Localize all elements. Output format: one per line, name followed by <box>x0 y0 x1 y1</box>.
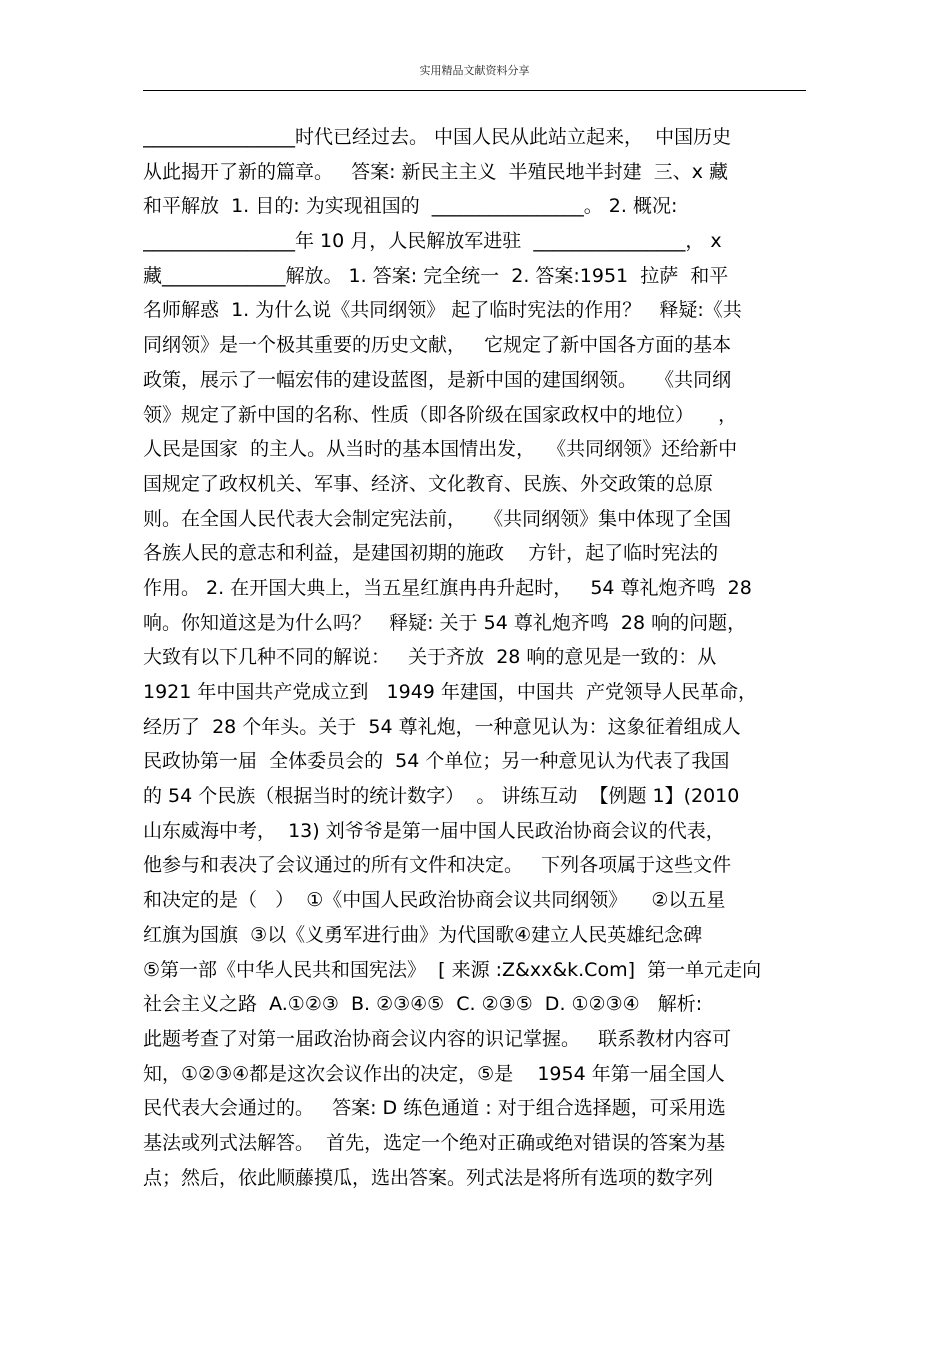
text-line: 的 54 个民族（根据当时的统计数字） 。 讲练互动 【例题 1】(2010 <box>143 785 740 808</box>
text-line: 知，①②③④都是这次会议作出的决定，⑤是 1954 年第一届全国人 <box>143 1062 725 1085</box>
text-line: 和决定的是（ ） ①《中国人民政治协商会议共同纲领》 ②以五星 <box>143 889 726 912</box>
text-line: 红旗为国旗 ③以《义勇军进行曲》为代国歌④建立人民英雄纪念碑 <box>143 923 703 946</box>
text-line: 从此揭开了新的篇章。 答案: 新民主主义 半殖民地半封建 三、x 藏 <box>143 160 729 183</box>
text-line: 各族人民的意志和利益，是建国初期的施政 方针，起了临时宪法的 <box>143 542 719 565</box>
text-line: 人民是国家 的主人。从当时的基本国情出发， 《共同纲领》还给新中 <box>143 438 738 461</box>
text-line: 此题考查了对第一届政治协商会议内容的识记掌握。 联系教材内容可 <box>143 1027 732 1050</box>
header-divider <box>143 90 806 91</box>
page-header: 实用精品文献资料分享 <box>419 64 530 77</box>
text-line: 国规定了政权机关、军事、经济、文化教育、民族、外交政策的总原 <box>143 472 714 495</box>
text-line: ⑤第一部《中华人民共和国宪法》 [ 来源 :Z&xx&k.Com] 第一单元走向 <box>143 958 762 981</box>
text-line: ________________时代已经过去。 中国人民从此站立起来， 中国历史 <box>143 126 732 148</box>
text-line: 作用。 2. 在开国大典上，当五星红旗冉冉升起时， 54 尊礼炮齐鸣 28 <box>143 576 752 599</box>
text-line: 响。你知道这是为什么吗？ 释疑: 关于 54 尊礼炮齐鸣 28 响的问题， <box>143 611 747 634</box>
text-line: 领》规定了新中国的名称、性质（即各阶级在国家政权中的地位） ， <box>143 403 738 426</box>
text-line: 政策，展示了一幅宏伟的建设蓝图，是新中国的建国纲领。 《共同纲 <box>143 368 732 391</box>
text-line: ________________年 10 月，人民解放军进驻 ________________， x <box>143 230 722 253</box>
text-line: 和平解放 1. 目的: 为实现祖国的 ________________。 2. 概况: <box>143 195 678 218</box>
text-line: 社会主义之路 A.①②③ B. ②③④⑤ C. ②③⑤ D. ①②③④ 解析: <box>143 993 703 1016</box>
text-line: 民代表大会通过的。 答案: D 练色通道 : 对于组合选择题，可采用选 <box>143 1097 726 1120</box>
document-body <box>143 120 813 1195</box>
text-line: 同纲领》是一个极其重要的历史文献， 它规定了新中国各方面的基本 <box>143 334 732 357</box>
text-line: 藏_____________解放。 1. 答案: 完全统一 2. 答案:1951 拉萨 和平 <box>143 264 729 287</box>
text-line: 点；然后，依此顺藤摸瓜，选出答案。列式法是将所有选项的数字列 <box>143 1166 714 1189</box>
text-line: 基法或列式法解答。 首先，选定一个绝对正确或绝对错误的答案为基 <box>143 1131 726 1154</box>
text-line: 他参与和表决了会议通过的所有文件和决定。 下列各项属于这些文件 <box>143 854 732 877</box>
text-line: 名师解惑 1. 为什么说《共同纲领》 起了临时宪法的作用？ 释疑:《共 <box>143 299 742 322</box>
text-line: 民政协第一届 全体委员会的 54 个单位；另一种意见认为代表了我国 <box>143 750 730 773</box>
text-line: 大致有以下几种不同的解说： 关于齐放 28 响的意见是一致的：从 <box>143 646 717 669</box>
text-line: 则。在全国人民代表大会制定宪法前， 《共同纲领》集中体现了全国 <box>143 507 732 530</box>
text-line: 山东威海中考， 13) 刘爷爷是第一届中国人民政治协商会议的代表， <box>143 819 725 842</box>
text-line: 经历了 28 个年头。关于 54 尊礼炮，一种意见认为：这象征着组成人 <box>143 715 741 738</box>
text-line: 1921 年中国共产党成立到 1949 年建国，中国共 产党领导人民革命， <box>143 681 757 703</box>
